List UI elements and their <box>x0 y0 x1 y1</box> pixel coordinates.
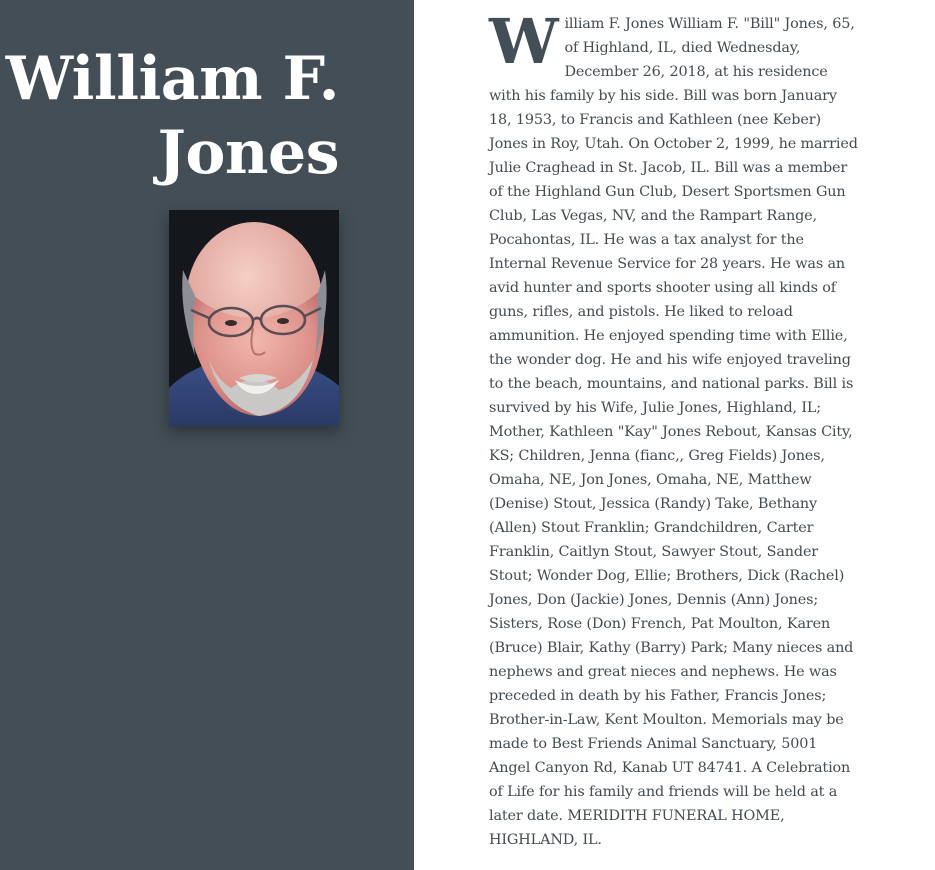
name-first-line: William F. <box>5 44 339 114</box>
portrait-illustration <box>169 210 339 426</box>
drop-cap-letter: W <box>489 5 559 78</box>
deceased-name <box>6 42 339 190</box>
name-second-line: Jones <box>157 118 339 188</box>
portrait-photo <box>169 210 339 426</box>
name-panel <box>0 0 414 870</box>
obituary-body: illiam F. Jones William F. "Bill" Jones, 65, of Highland, IL, died Wednesday, December 26, 2018, at his residence with his family by his side. Bill was born January 18, 1953, to Francis and Kathleen (nee Keber) Jones in Roy, Utah. On October 2, 1999, he married Julie Craghead in St. Jacob, IL. Bill was a member of the Highland Gun Club, Desert Sportsmen Gun Club, Las Vegas, NV, and the Rampart Range, Pocahontas, IL. He was a tax analyst for the Internal Revenue Service for 28 years. He was an avid hunter and sports shooter using all kinds of guns, rifles, and pistols. He liked to reload ammunition. He enjoyed spending time with Ellie, the wonder dog. He and his wife enjoyed traveling to the beach, mountains, and national parks. Bill is survived by his Wife, Julie Jones, Highland, IL; Mother, Kathleen "Kay" Jones Rebout, Kansas City, KS; Children, Jenna (fianc,, Greg Fields) Jones, Omaha, NE, Jon Jones, Omaha, NE, Matthew (Denise) Stout, Jessica (Randy) Take, Bethany (Allen) Stout Franklin; Grandchildren, Carter Franklin, Caitlyn Stout, Sawyer Stout, Sander Stout; Wonder Dog, Ellie; Brothers, Dick (Rachel) Jones, Don (Jackie) Jones, Dennis (Ann) Jones; Sisters, Rose (Don) French, Pat Moulton, Karen (Bruce) Blair, Kathy (Barry) Park; Many nieces and nephews and great nieces and nephews. He was preceded in death by his Father, Francis Jones; Brother-in-Law, Kent Moulton. Memorials may be made to Best Friends Animal Sanctuary, 5001 Angel Canyon Rd, Kanab UT 84741. A Celebration of Life for his family and friends will be held at a later date. MERIDITH FUNERAL HOME, HIGHLAND, IL. <box>489 16 858 848</box>
obituary-text <box>489 5 861 852</box>
